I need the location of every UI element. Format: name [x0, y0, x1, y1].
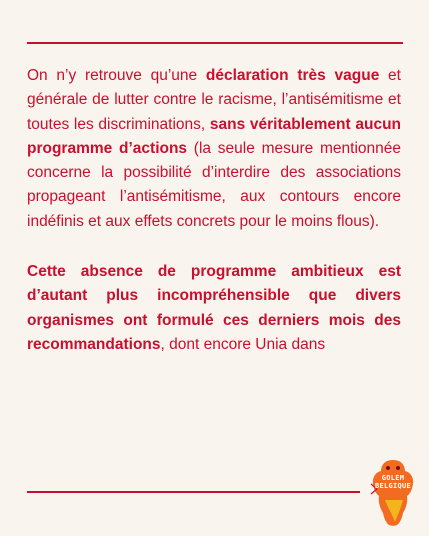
logo-text-belgique: BELGIQUE [374, 482, 412, 490]
article-text [27, 64, 401, 357]
paragraph-1-text-2: et générale de lutter contre le racisme, l’antisémitisme et toutes les discriminations, [27, 67, 401, 133]
bottom-divider [27, 491, 360, 493]
paragraph-1-bold-2: sans véritablement aucun programme d’actions [27, 115, 402, 157]
top-divider [27, 42, 403, 44]
paragraph-1-text-3: (la seule mesure mentionnée concerne la possibilité d’interdire des associations propageant l’antisémitisme, aux contours encore indéfinis et aux effets concrets pour le moins flous). [27, 139, 401, 230]
paragraph-2-text-1: , dont encore Unia dans [160, 335, 326, 353]
paragraph-1-bold-1: déclaration très vague [205, 67, 380, 84]
paragraph-2 [27, 260, 401, 357]
golem-belgique-logo [367, 458, 419, 528]
logo-text-golem: GOLEM [381, 474, 405, 482]
paragraph-1 [27, 64, 401, 234]
golem-icon [367, 458, 419, 528]
paragraph-1-text-1: On n’y retrouve qu’une [27, 67, 206, 84]
paragraph-2-bold-1: Cette absence de programme ambitieux est d’autant plus incompréhensible que divers organismes ont formulé ces derniers mois des recommandations [27, 263, 401, 353]
